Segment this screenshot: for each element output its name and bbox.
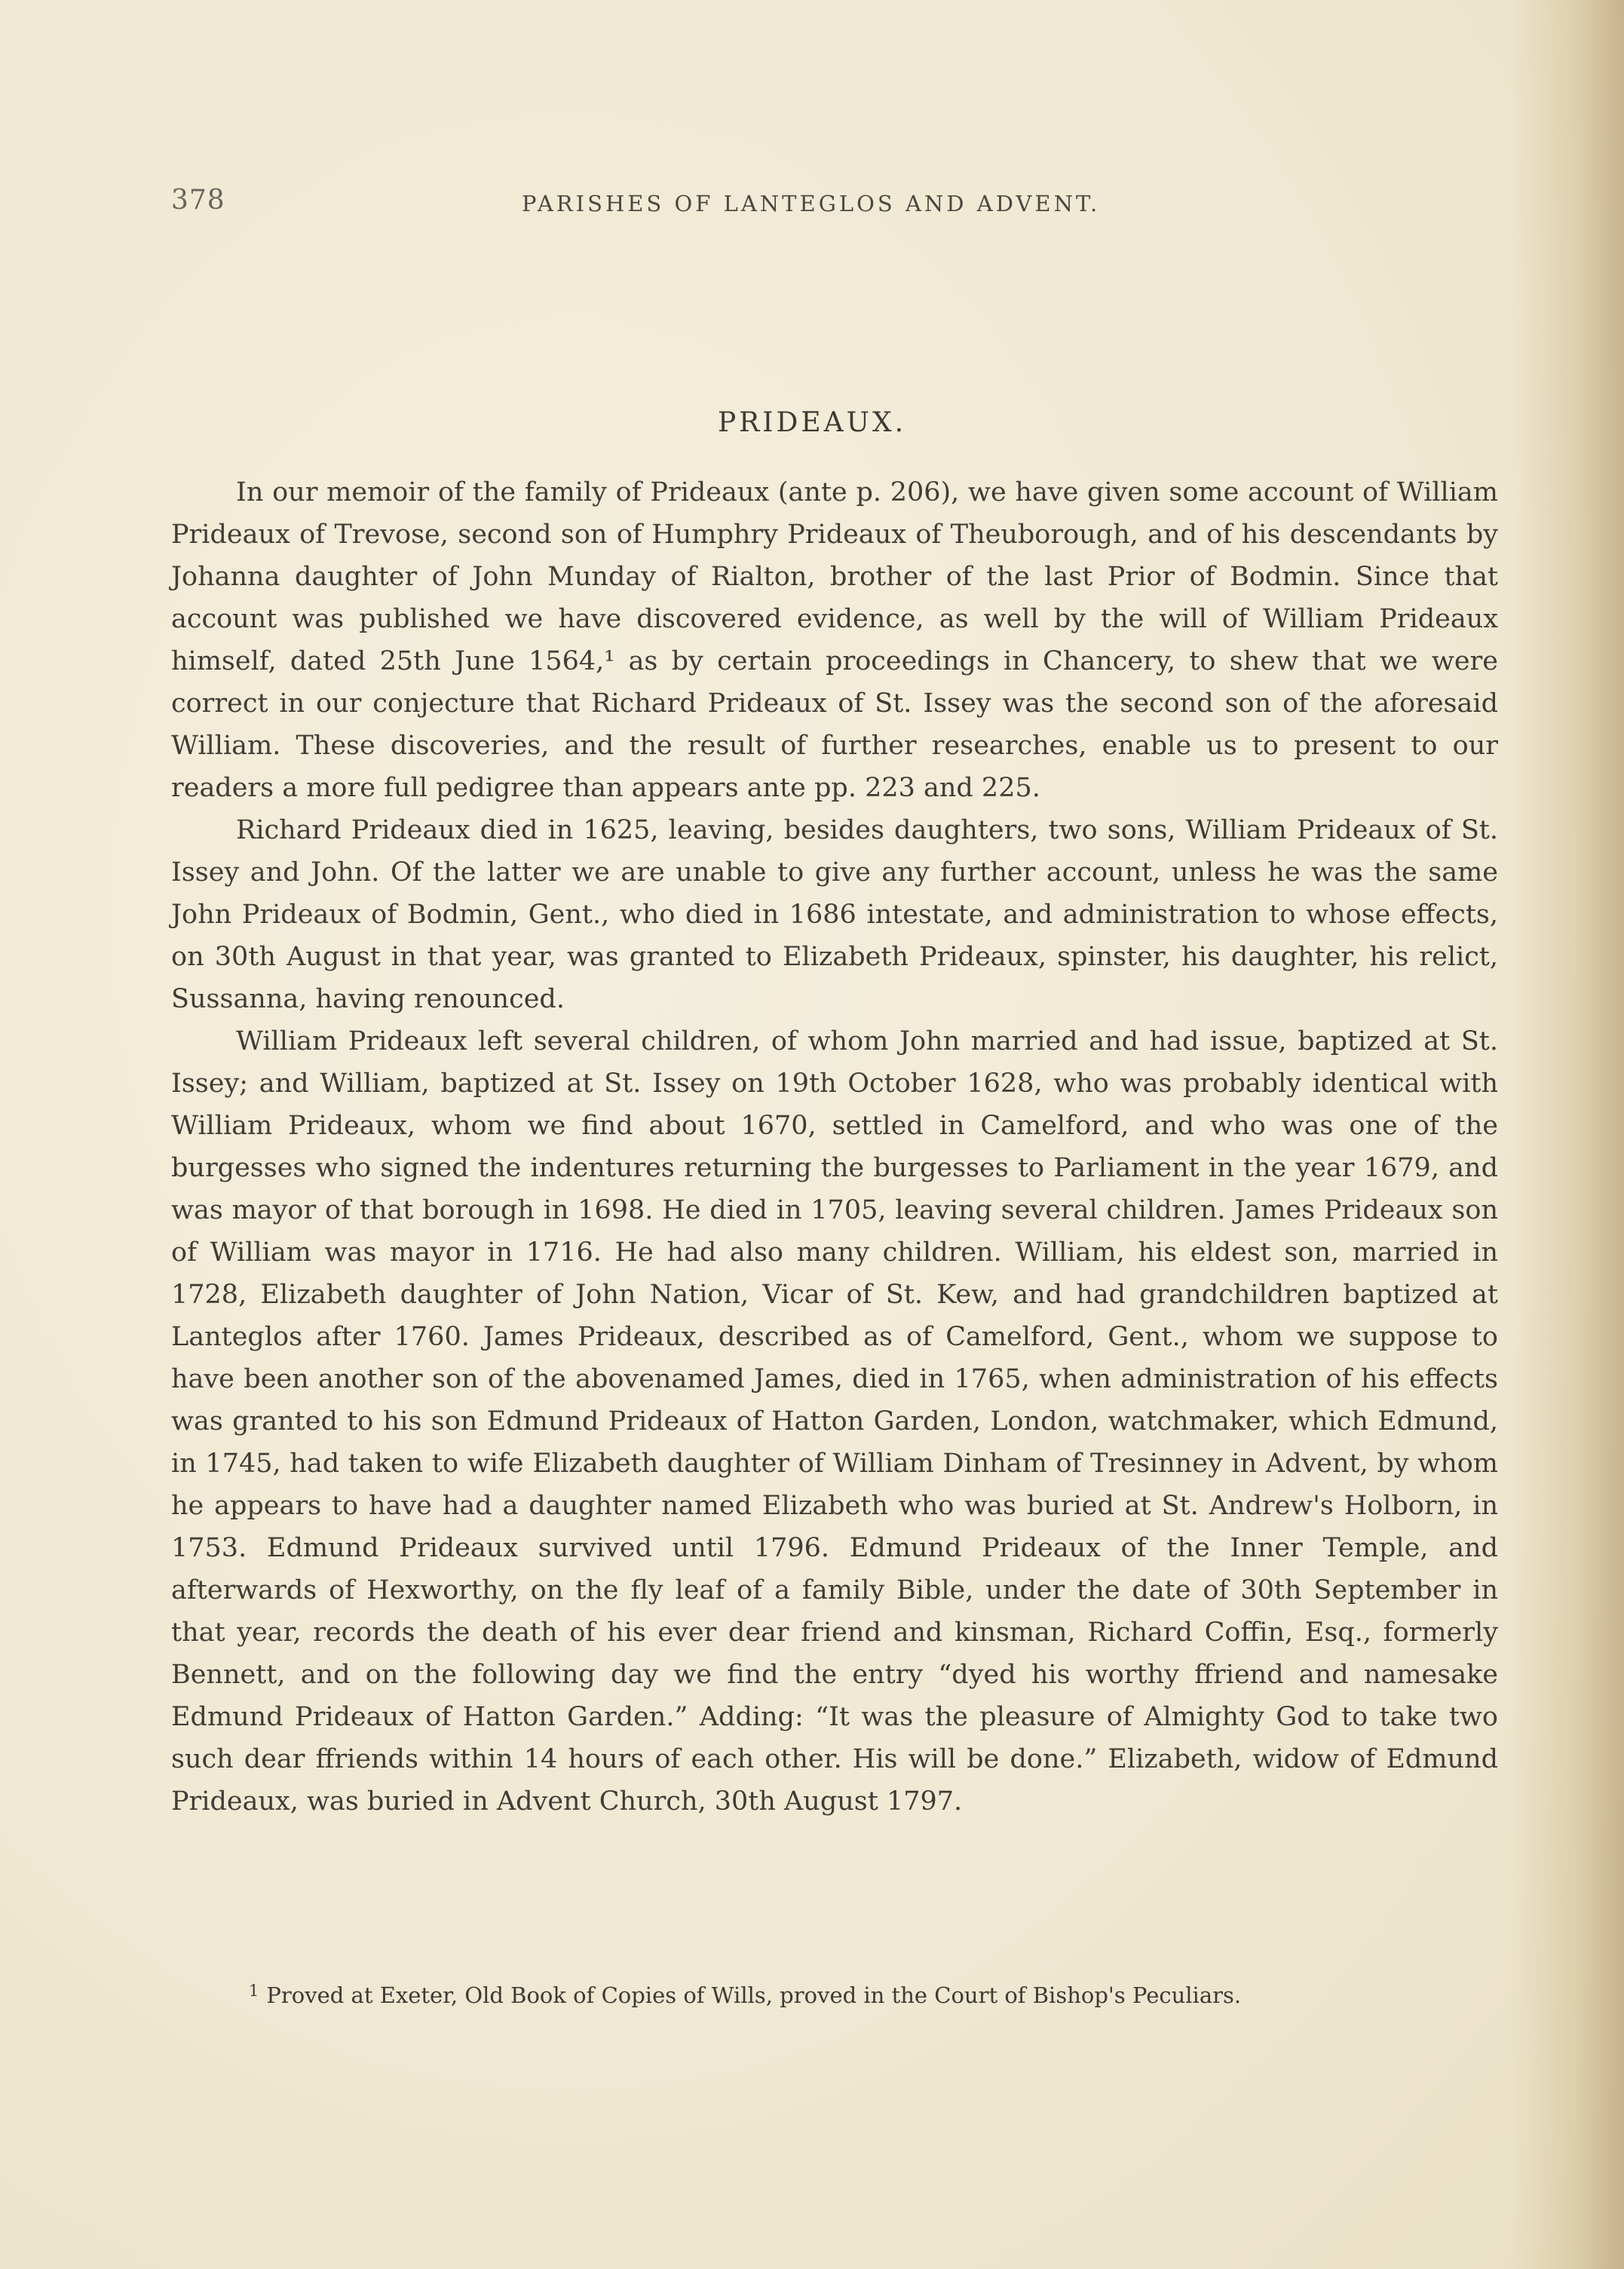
paragraph-3: William Prideaux left several children, of whom John married and had issue, baptized at St. Issey; and William, baptized at St. Issey on 19th October 1628, who was probably identical with William Prideaux, whom we find about 1670, settled in Camelford, and who was one of the burgesses who signed the indentures returning the burgesses to Parliament in the year 1679, and was mayor of that borough in 1698. He died in 1705, leaving several children. James Prideaux son of William was mayor in 1716. He had also many children. William, his eldest son, married in 1728, Elizabeth daughter of John Nation, Vicar of St. Kew, and had grandchildren baptized at Lanteglos after 1760. James Prideaux, described as of Camelford, Gent., whom we suppose to have been another son of the abovenamed James, died in 1765, when administration of his effects was granted to his son Edmund Prideaux of Hatton Garden, London, watchmaker, which Edmund, in 1745, had taken to wife Elizabeth daughter of William Dinham of Tresinney in Advent, by whom he appears to have had a daughter named Elizabeth who was buried at St. Andrew's Holborn, in 1753. Edmund Prideaux survived until 1796. Edmund Prideaux of the Inner Temple, and afterwards of Hexworthy, on the fly leaf of a family Bible, under the date of 30th September in that year, records the death of his ever dear friend and kinsman, Richard Coffin, Esq., formerly Bennett, and on the following day we find the entry “dyed his worthy ffriend and namesake Edmund Prideaux of Hatton Garden.” Adding: “It was the pleasure of Almighty God to take two such dear ffriends within 14 hours of each other. His will be done.” Elizabeth, widow of Edmund Prideaux, was buried in Advent Church, 30th August 1797. [171, 1026, 1498, 1817]
page-header [171, 185, 1513, 222]
page-number: 378 [171, 185, 225, 216]
body-text [171, 471, 1498, 1823]
footnote-text: Proved at Exeter, Old Book of Copies of Wills, proved in the Court of Bishop's Peculiars. [266, 1982, 1242, 2008]
paragraph-2: Richard Prideaux died in 1625, leaving, besides daughters, two sons, William Prideaux of St. Issey and John. Of the latter we are unable to give any further account, unless he was the same John Prideaux of Bodmin, Gent., who died in 1686 intestate, and administration to whose effects, on 30th August in that year, was granted to Elizabeth Prideaux, spinster, his daughter, his relict, Sussanna, having renounced. [171, 815, 1498, 1014]
paragraph-1: In our memoir of the family of Prideaux (ante p. 206), we have given some account of William Prideaux of Trevose, second son of Humphry Prideaux of Theuborough, and of his descendants by Johanna daughter of John Munday of Rialton, brother of the last Prior of Bodmin. Since that account was published we have discovered evidence, as well by the will of William Prideaux himself, dated 25th June 1564,¹ as by certain proceedings in Chancery, to shew that we were correct in our conjecture that Richard Prideaux of St. Issey was the second son of the aforesaid William. These discoveries, and the result of further researches, enable us to present to our readers a more full pedigree than appears ante pp. 223 and 225. [171, 477, 1498, 803]
footnote [249, 1982, 1531, 2008]
running-title: PARISHES OF LANTEGLOS AND ADVENT. [522, 191, 1101, 216]
section-title: PRIDEAUX. [717, 407, 907, 438]
footnote-marker: 1 [249, 1982, 259, 2000]
